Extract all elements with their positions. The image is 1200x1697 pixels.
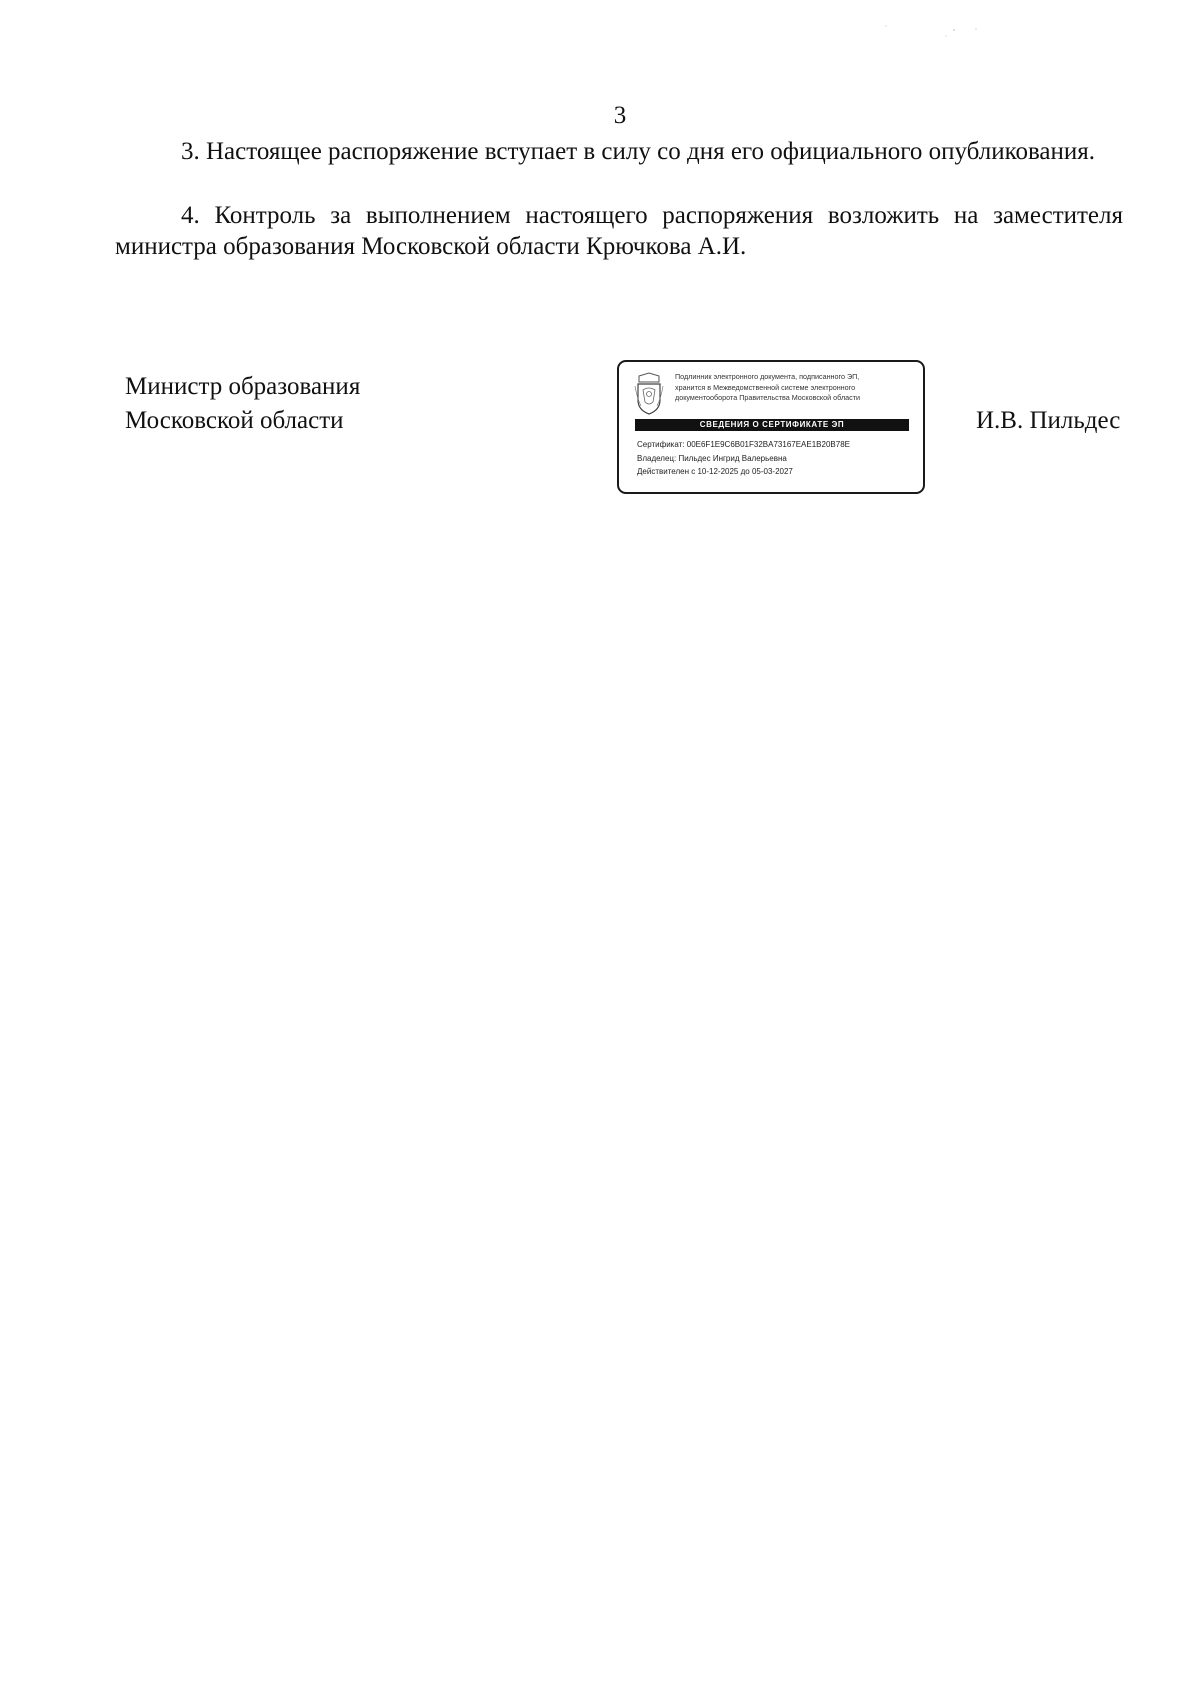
signatory-position (125, 370, 360, 438)
electronic-signature-stamp (617, 360, 925, 494)
ep-notice-line-2: хранится в Межведомственной системе электронного (675, 382, 856, 392)
ep-notice-line-3: документооборота Правительства Московской области (675, 393, 861, 402)
ep-certificate-header: СВЕДЕНИЯ О СЕРТИФИКАТЕ ЭП (635, 419, 909, 431)
signatory-position-line-2: Московской области (125, 407, 344, 434)
paragraph-3: 3. Настоящее распоряжение вступает в силу со дня его официального опубликования. (181, 138, 1096, 165)
signatory-position-line-1: Министр образования (125, 373, 361, 400)
ep-certificate-details (637, 438, 917, 479)
signatory-name: И.В. Пильдес (976, 407, 1121, 434)
moscow-oblast-coat-of-arms-icon (633, 372, 665, 416)
ep-certificate-number: Сертификат: 00E6F1E9C6B01F32BA73167EAE1B20B78E (637, 440, 850, 449)
ep-certificate-validity: Действителен с 10-12-2025 до 05-03-2027 (637, 467, 793, 476)
paragraph-4: 4. Контроль за выполнением настоящего распоряжения возложить на заместителя министра образования Московской области Крючкова А.И. (115, 202, 1123, 260)
ep-certificate-owner: Владелец: Пильдес Ингрид Валерьевна (637, 453, 787, 463)
scan-noise-specks (880, 20, 980, 50)
ep-notice-line-1: Подлинник электронного документа, подписанного ЭП, (675, 372, 860, 381)
ep-notice (675, 372, 915, 404)
page-number: 3 (613, 102, 627, 129)
